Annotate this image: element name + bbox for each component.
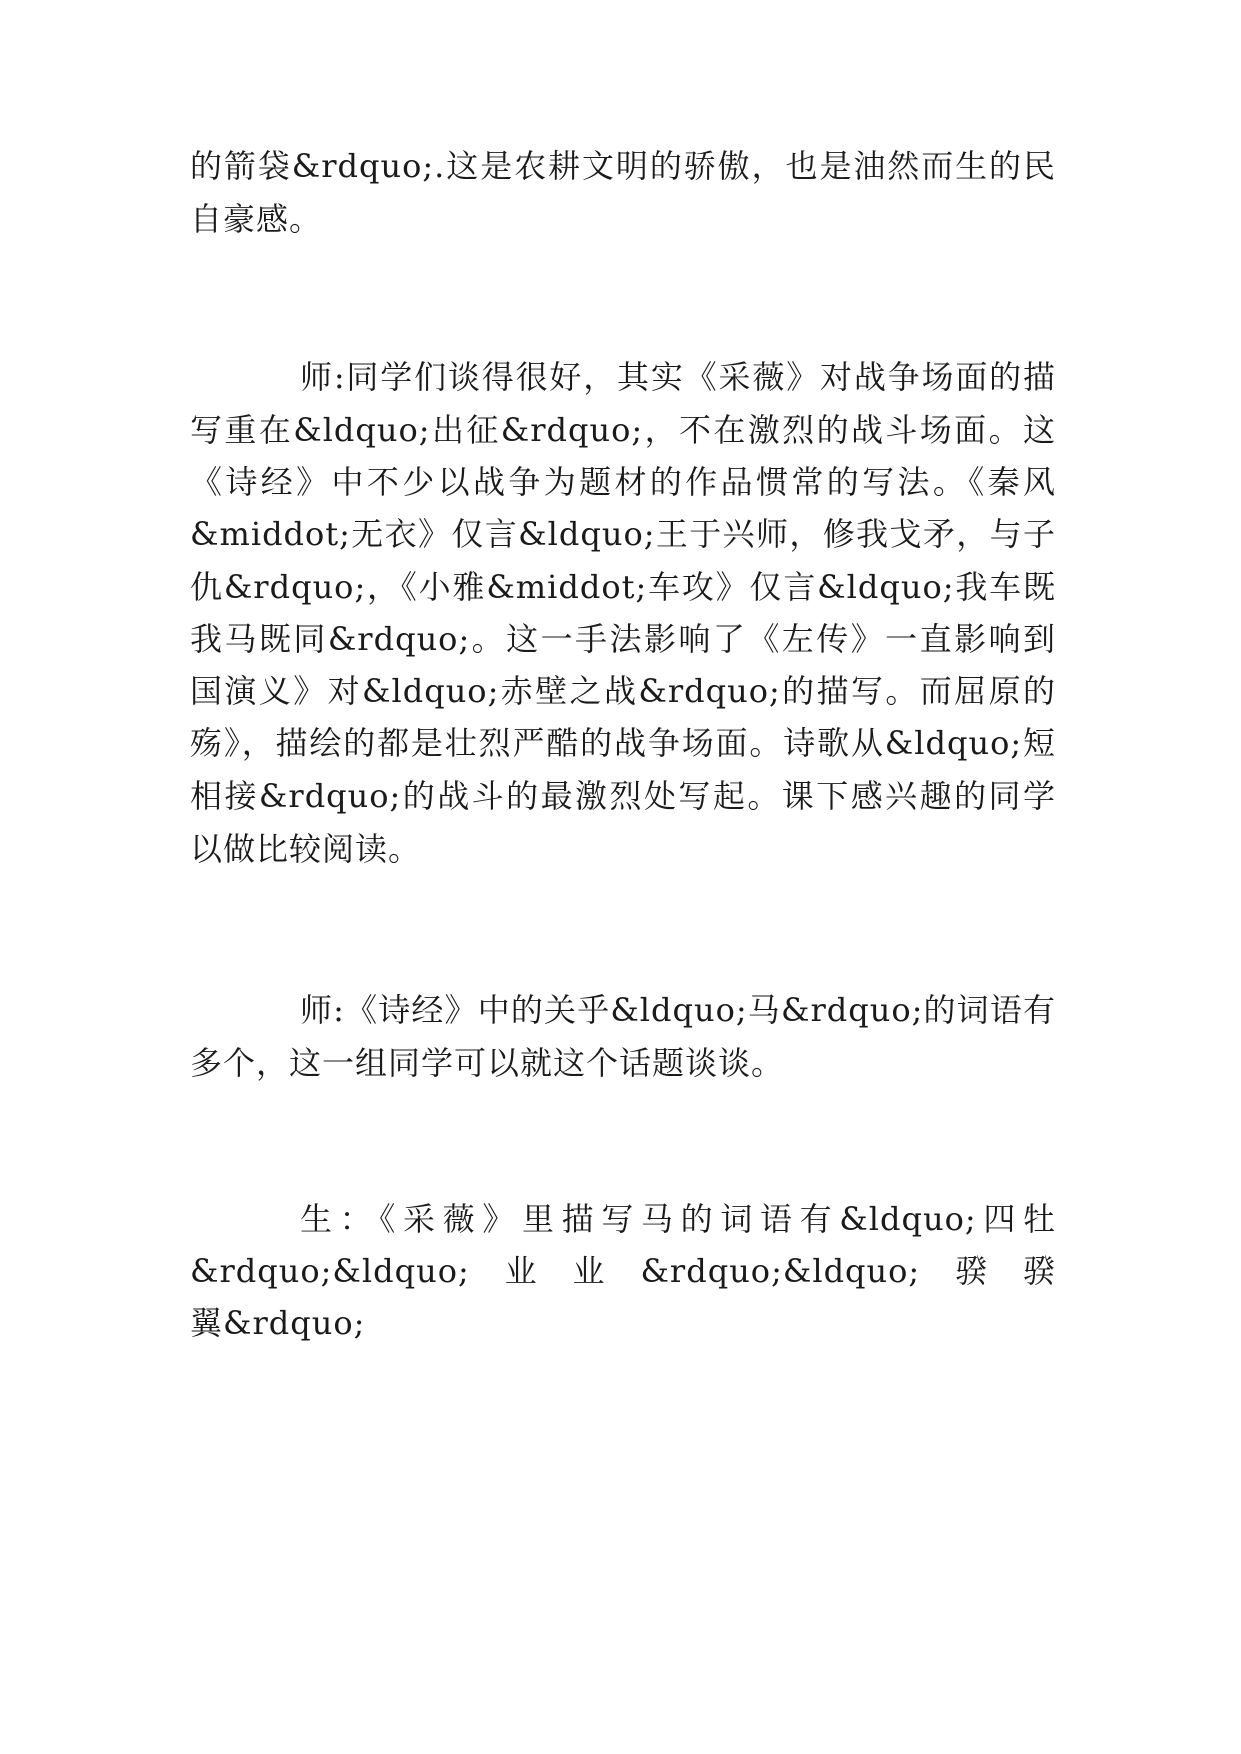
paragraph-2-line-1: 师:同学们谈得很好，其实《采薇》对战争场面的描 [300,358,1056,396]
paragraph-2-line-2: 写重在&ldquo;出征&rdquo;，不在激烈的战斗场面。这 [190,411,1056,449]
paragraph-2-line-4: &middot;无衣》仅言&ldquo;王于兴师，修我戈矛，与子 [190,515,1056,553]
paragraph-2-line-10: 以做比较阅读。 [190,830,422,868]
paragraph-2-line-6: 我马既同&rdquo;。这一手法影响了《左传》一直影响到 [190,620,1056,658]
paragraph-4-line-3: 翼&rdquo; [190,1304,366,1342]
paragraph-2-line-5: 仇&rdquo;，《小雅&middot;车攻》仅言&ldquo;我车既 [190,568,1056,606]
paragraph-1-line-2: 自豪感。 [190,200,323,238]
paragraph-3-line-2: 多个，这一组同学可以就这个话题谈谈。 [190,1044,785,1082]
paragraph-2-line-3: 《诗经》中不少以战争为题材的作品惯常的写法。《秦风 [190,463,1056,501]
paragraph-4-line-2: &rdquo;&ldquo;业业&rdquo;&ldquo;骙骙 [190,1252,1056,1290]
paragraph-2-line-7: 国演义》对&ldquo;赤壁之战&rdquo;的描写。而屈原的 [190,672,1056,710]
paragraph-2-line-9: 相接&rdquo;的战斗的最激烈处写起。课下感兴趣的同学 [190,777,1056,815]
paragraph-1-line-1: 的箭袋&rdquo;.这是农耕文明的骄傲，也是油然而生的民 [190,147,1056,185]
paragraph-2-line-8: 殇》，描绘的都是壮烈严酷的战争场面。诗歌从&ldquo;短 [190,724,1056,762]
paragraph-4-line-1: 生：《采薇》里描写马的词语有&ldquo;四牡 [300,1200,1056,1238]
paragraph-3-line-1: 师:《诗经》中的关乎&ldquo;马&rdquo;的词语有 [300,991,1056,1029]
